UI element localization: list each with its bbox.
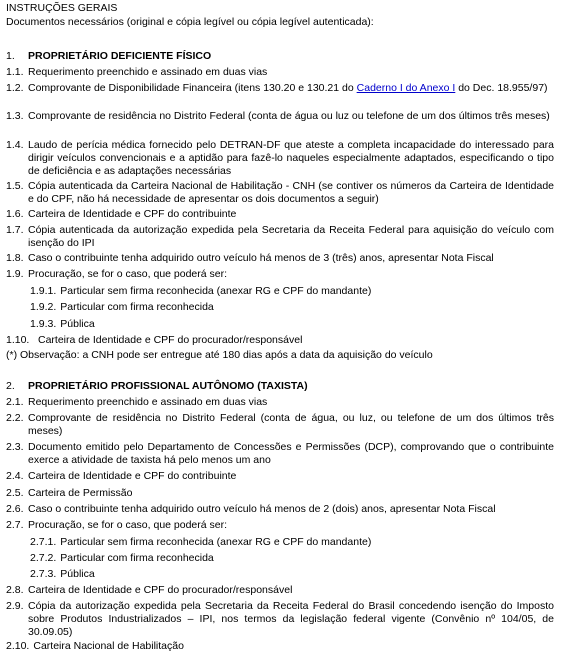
- item-number: 2.9.: [6, 600, 24, 612]
- list-item: [6, 441, 554, 467]
- item-number: 1.7.: [6, 224, 24, 236]
- list-item: [6, 110, 554, 123]
- list-item: [6, 519, 554, 532]
- item-text: Caso o contribuinte tenha adquirido outro veículo há menos de 3 (três) anos, apresentar Nota Fiscal: [28, 252, 494, 264]
- item-number: 2.7.1.: [30, 536, 57, 548]
- item-text: Pública: [60, 318, 95, 330]
- list-item: [6, 268, 554, 281]
- list-item: [6, 640, 554, 653]
- list-item: [6, 334, 554, 347]
- list-item: [6, 180, 554, 206]
- list-item: [6, 584, 554, 597]
- item-number: 2.8.: [6, 584, 24, 596]
- item-text: Requerimento preenchido e assinado em duas vias: [28, 66, 268, 78]
- item-number: 2.1.: [6, 396, 24, 408]
- list-item: [6, 412, 554, 438]
- item-number: 1.4.: [6, 139, 24, 151]
- item-number: 2.4.: [6, 470, 24, 482]
- item-text: Pública: [60, 568, 95, 580]
- item-text-post: do Dec. 18.955/97): [455, 82, 548, 94]
- list-item: [6, 252, 554, 265]
- item-number: 2.10.: [6, 640, 30, 652]
- sub-list-item: [30, 536, 554, 549]
- item-text: Carteira de Permissão: [28, 487, 133, 499]
- item-text-pre: Comprovante de Disponibilidade Financeira (itens 130.20 e 130.21 do: [28, 82, 357, 94]
- list-item: [6, 82, 554, 95]
- item-text: Cópia da autorização expedida pela Secretaria da Receita Federal do Brasil concedendo isenção do Imposto sobre Produtos Industrializados – IPI, nos termos da legislação federal vigente (Convênio nº 104/05, de 30.09.05): [28, 600, 554, 638]
- item-number: 1.9.3.: [30, 318, 57, 330]
- list-item: [6, 600, 554, 639]
- item-text: Comprovante de residência no Distrito Federal (conta de água, ou luz, ou telefone de um dos últimos três meses): [28, 412, 554, 437]
- item-number: 1.9.: [6, 268, 24, 280]
- section-title: PROPRIETÁRIO DEFICIENTE FÍSICO: [28, 50, 212, 62]
- item-number: 1.6.: [6, 208, 24, 220]
- list-item: [6, 470, 554, 483]
- item-text: Carteira de Identidade e CPF do contribuinte: [28, 470, 237, 482]
- sub-list-item: [30, 568, 554, 581]
- item-text: Comprovante de residência no Distrito Federal (conta de água ou luz ou telefone de um dos últimos três meses): [28, 110, 550, 122]
- item-text: [28, 82, 554, 95]
- note-text: (*) Observação: a CNH pode ser entregue até 180 dias após a data da aquisição do veículo: [6, 349, 433, 361]
- list-item: [6, 66, 554, 79]
- list-item: [6, 224, 554, 250]
- item-number: 2.6.: [6, 503, 24, 515]
- sub-list-item: [30, 285, 554, 298]
- item-text: Cópia autenticada da Carteira Nacional de Habilitação - CNH (se contiver os números da Carteira de Identidade e do CPF, não há necessidade de apresentar os dois documentos a seguir): [28, 180, 554, 205]
- item-text: Requerimento preenchido e assinado em duas vias: [28, 396, 268, 408]
- item-text: Procuração, se for o caso, que poderá ser:: [28, 519, 228, 531]
- section-title: PROPRIETÁRIO PROFISSIONAL AUTÔNOMO (TAXISTA): [28, 380, 308, 392]
- item-text: Documento emitido pelo Departamento de Concessões e Permissões (DCP), comprovando que o contribuinte exerce a atividade de taxista há pelo menos um ano: [28, 441, 554, 466]
- item-text: Particular com firma reconhecida: [60, 301, 214, 313]
- sub-list-item: [30, 552, 554, 565]
- list-item: [6, 487, 554, 500]
- sub-list-item: [30, 301, 554, 314]
- item-text: Laudo de perícia médica fornecido pelo DETRAN-DF que ateste a completa incapacidade do interessado para dirigir veículos convencionais e a aptidão para fazê-lo naqueles especialmente adaptados, especificando o tipo de deficiência e as adaptações necessárias: [28, 139, 554, 177]
- item-number: 1.2.: [6, 82, 24, 94]
- item-text: Carteira de Identidade e CPF do procurador/responsável: [28, 584, 293, 596]
- item-text: Carteira de Identidade e CPF do procurador/responsável: [38, 334, 303, 346]
- item-number: 1.9.1.: [30, 285, 57, 297]
- section-number: 1.: [6, 50, 15, 62]
- section-number: 2.: [6, 380, 15, 392]
- list-item: [6, 208, 554, 221]
- item-number: 1.9.2.: [30, 301, 57, 313]
- section-2-heading: [6, 380, 554, 393]
- intro-text: Documentos necessários (original e cópia legível ou cópia legível autenticada):: [6, 16, 374, 28]
- list-item: [6, 503, 554, 516]
- item-text: Particular sem firma reconhecida (anexar RG e CPF do mandante): [60, 285, 372, 297]
- item-text: Particular sem firma reconhecida (anexar RG e CPF do mandante): [60, 536, 372, 548]
- section-1-heading: [6, 50, 554, 63]
- list-item: [6, 139, 554, 178]
- sub-list-item: [30, 318, 554, 331]
- item-number: 2.7.: [6, 519, 24, 531]
- item-number: 2.3.: [6, 441, 24, 453]
- item-number: 1.3.: [6, 110, 24, 122]
- item-text: Cópia autenticada da autorização expedida pela Secretaria da Receita Federal para aquisição do veículo com isenção do IPI: [28, 224, 554, 249]
- item-number: 2.7.3.: [30, 568, 57, 580]
- item-number: 2.7.2.: [30, 552, 57, 564]
- item-text: Carteira Nacional de Habilitação: [33, 640, 184, 652]
- item-number: 1.1.: [6, 66, 24, 78]
- item-number: 1.10.: [6, 334, 30, 346]
- item-number: 2.2.: [6, 412, 24, 424]
- caderno-anexo-link[interactable]: Caderno I do Anexo I: [356, 82, 456, 94]
- item-text: Procuração, se for o caso, que poderá ser:: [28, 268, 228, 280]
- item-text: Particular com firma reconhecida: [60, 552, 214, 564]
- list-item: [6, 396, 554, 409]
- page-title: INSTRUÇÕES GERAIS: [6, 2, 118, 14]
- item-number: 1.8.: [6, 252, 24, 264]
- item-text: Carteira de Identidade e CPF do contribuinte: [28, 208, 237, 220]
- item-number: 1.5.: [6, 180, 24, 192]
- item-text: Caso o contribuinte tenha adquirido outro veículo há menos de 2 (dois) anos, apresentar Nota Fiscal: [28, 503, 496, 515]
- item-number: 2.5.: [6, 487, 24, 499]
